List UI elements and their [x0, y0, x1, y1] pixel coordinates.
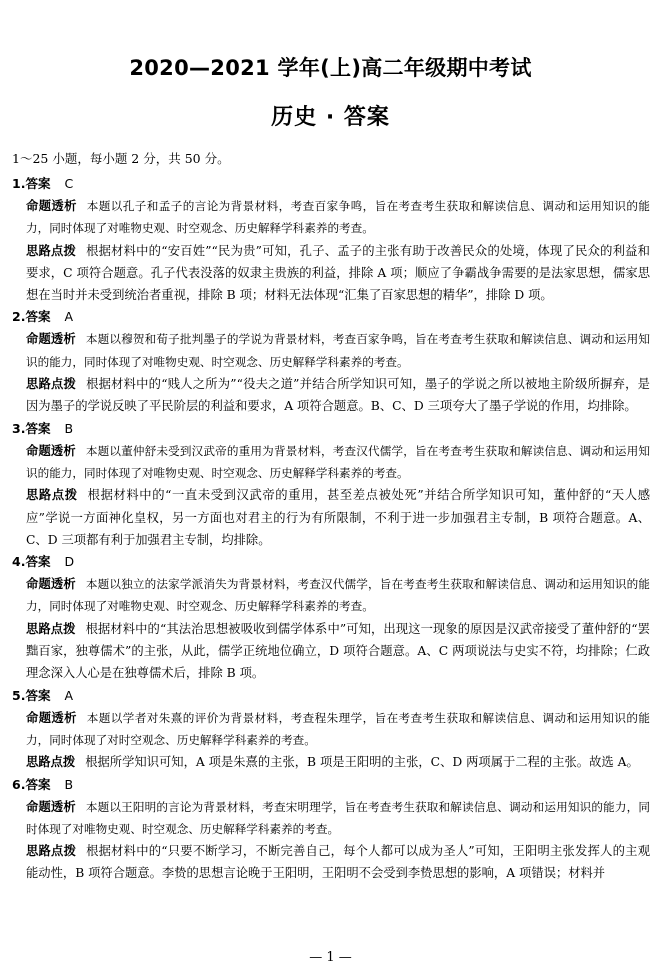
question-number: 3. [12, 420, 26, 436]
answer-value: A [64, 687, 74, 703]
analysis-label: 命题透析 [26, 332, 76, 347]
hint-paragraph [26, 240, 650, 307]
hint-text: 根据材料中的“贱人之所为”“役夫之道”并结合所学知识可知，墨子的学说之所以被地主阶级所摒弃，是因为墨子的学说反映了平民阶层的利益和要求，A 项符合题意。B、C、D 三项夸大了墨子学说的作用，均排除。 [26, 377, 650, 414]
hint-text: 根据材料中的“只要不断学习，不断完善自己，每个人都可以成为圣人”可知，王阳明主张发挥人的主观能动性，B 项符合题意。李贽的思想言论晚于王阳明，王阳明不会受到李贽思想的影响，A 项错误；材料并 [26, 844, 650, 881]
analysis-text: 本题以穆贺和荀子批判墨子的学说为背景材料，考查百家争鸣，旨在考查考生获取和解读信息、调动和运用知识的能力，同时体现了对唯物史观、时空观念、历史解释学科素养的考查。 [26, 332, 650, 369]
answer-label: 答案 [25, 776, 51, 792]
question-item [12, 774, 650, 885]
question-header [12, 551, 650, 573]
analysis-text: 本题以独立的法家学派消失为背景材料，考查汉代儒学，旨在考查考生获取和解读信息、调动和运用知识的能力，同时体现了对唯物史观、时空观念、历史解释学科素养的考查。 [26, 577, 650, 614]
hint-text: 根据材料中的“安百姓”“民为贵”可知，孔子、孟子的主张有助于改善民众的处境，体现了民众的利益和要求，C 项符合题意。孔子代表没落的奴隶主贵族的利益，排除 A 项；顺应了争霸战争需要的是法家思想，儒家思想在当时并未受到统治者重视，排除 B 项；材料无法体现“汇集了百家思想的精华”，排除 D 项。 [26, 243, 650, 303]
answer-label: 答案 [25, 687, 51, 703]
analysis-paragraph [26, 573, 650, 618]
analysis-label: 命题透析 [26, 443, 76, 458]
question-item [12, 685, 650, 774]
scoring-note: 1～25 小题，每小题 2 分，共 50 分。 [12, 151, 230, 166]
answer-value: B [64, 420, 74, 436]
answer-label: 答案 [25, 420, 51, 436]
analysis-text: 本题以学者对朱熹的评价为背景材料，考查程朱理学，旨在考查考生获取和解读信息、调动和运用知识的能力，同时体现了对时空观念、历史解释学科素养的考查。 [26, 710, 650, 747]
question-number: 2. [12, 309, 26, 325]
hint-text: 根据所学知识可知，A 项是朱熹的主张，B 项是王阳明的主张，C、D 两项属于二程的主张。故选 A。 [85, 755, 639, 770]
question-header [12, 173, 650, 195]
answer-value: C [64, 176, 74, 191]
question-number: 6. [12, 776, 26, 792]
analysis-label: 命题透析 [26, 799, 76, 814]
question-header [12, 774, 650, 796]
page-number: — 1 — [309, 950, 352, 965]
analysis-label: 命题透析 [26, 710, 77, 725]
answer-label: 答案 [25, 176, 51, 191]
hint-paragraph [26, 373, 650, 418]
analysis-paragraph [26, 328, 650, 373]
analysis-paragraph [26, 707, 650, 752]
hint-paragraph [26, 751, 650, 773]
question-number: 4. [12, 554, 26, 570]
question-number: 1. [12, 176, 26, 191]
question-item [12, 173, 650, 306]
hint-paragraph [26, 618, 650, 685]
analysis-label: 命题透析 [26, 199, 77, 213]
answer-value: D [64, 554, 75, 570]
question-list [12, 173, 650, 885]
question-item [12, 418, 650, 551]
hint-paragraph [26, 840, 650, 885]
analysis-paragraph [26, 440, 650, 485]
question-item [12, 306, 650, 417]
answer-value: B [64, 776, 74, 792]
analysis-paragraph [26, 195, 650, 240]
question-header [12, 306, 650, 328]
hint-paragraph [26, 484, 650, 551]
question-item [12, 551, 650, 684]
hint-text: 根据材料中的“其法治思想被吸收到儒学体系中”可知，出现这一现象的原因是汉武帝接受了董仲舒的“罢黜百家，独尊儒术”的主张，从此，儒学正统地位确立，D 项符合题意。A、C 两项说法与史实不符，均排除；仁政理念深入人心是在独尊儒术后，排除 B 项。 [26, 621, 650, 681]
page-title: 2020—2021 学年(上)高二年级期中考试 [129, 56, 532, 80]
question-number: 5. [12, 687, 26, 703]
analysis-text: 本题以王阳明的言论为背景材料，考查宋明理学，旨在考查考生获取和解读信息、调动和运用知识的能力，同时体现了对唯物史观、时空观念、历史解释学科素养的考查。 [26, 799, 650, 836]
hint-text: 根据材料中的“一直未受到汉武帝的重用，甚至差点被处死”并结合所学知识可知，董仲舒的“天人感应”学说一方面神化皇权，另一方面也对君主的行为有所限制，不利于进一步加强君主专制，B 项符合题意。A、C、D 三项都有利于加强君主专制，均排除。 [26, 488, 650, 547]
hint-label: 思路点拨 [26, 844, 77, 859]
hint-label: 思路点拨 [26, 755, 76, 770]
question-header [12, 685, 650, 707]
hint-label: 思路点拨 [26, 621, 76, 636]
hint-label: 思路点拨 [26, 488, 78, 503]
question-header [12, 418, 650, 440]
analysis-text: 本题以孔子和孟子的言论为背景材料，考查百家争鸣，旨在考查考生获取和解读信息、调动和运用知识的能力，同时体现了对唯物史观、时空观念、历史解释学科素养的考查。 [26, 199, 650, 236]
analysis-text: 本题以董仲舒未受到汉武帝的重用为背景材料，考查汉代儒学，旨在考查考生获取和解读信息、调动和运用知识的能力，同时体现了对唯物史观、时空观念、历史解释学科素养的考查。 [26, 443, 650, 480]
page-subtitle: 历史 · 答案 [271, 105, 390, 130]
hint-label: 思路点拨 [26, 377, 77, 392]
analysis-paragraph [26, 796, 650, 841]
answer-label: 答案 [25, 554, 51, 570]
analysis-label: 命题透析 [26, 577, 76, 592]
answer-label: 答案 [25, 309, 51, 325]
hint-label: 思路点拨 [26, 243, 77, 258]
answer-value: A [64, 309, 74, 325]
